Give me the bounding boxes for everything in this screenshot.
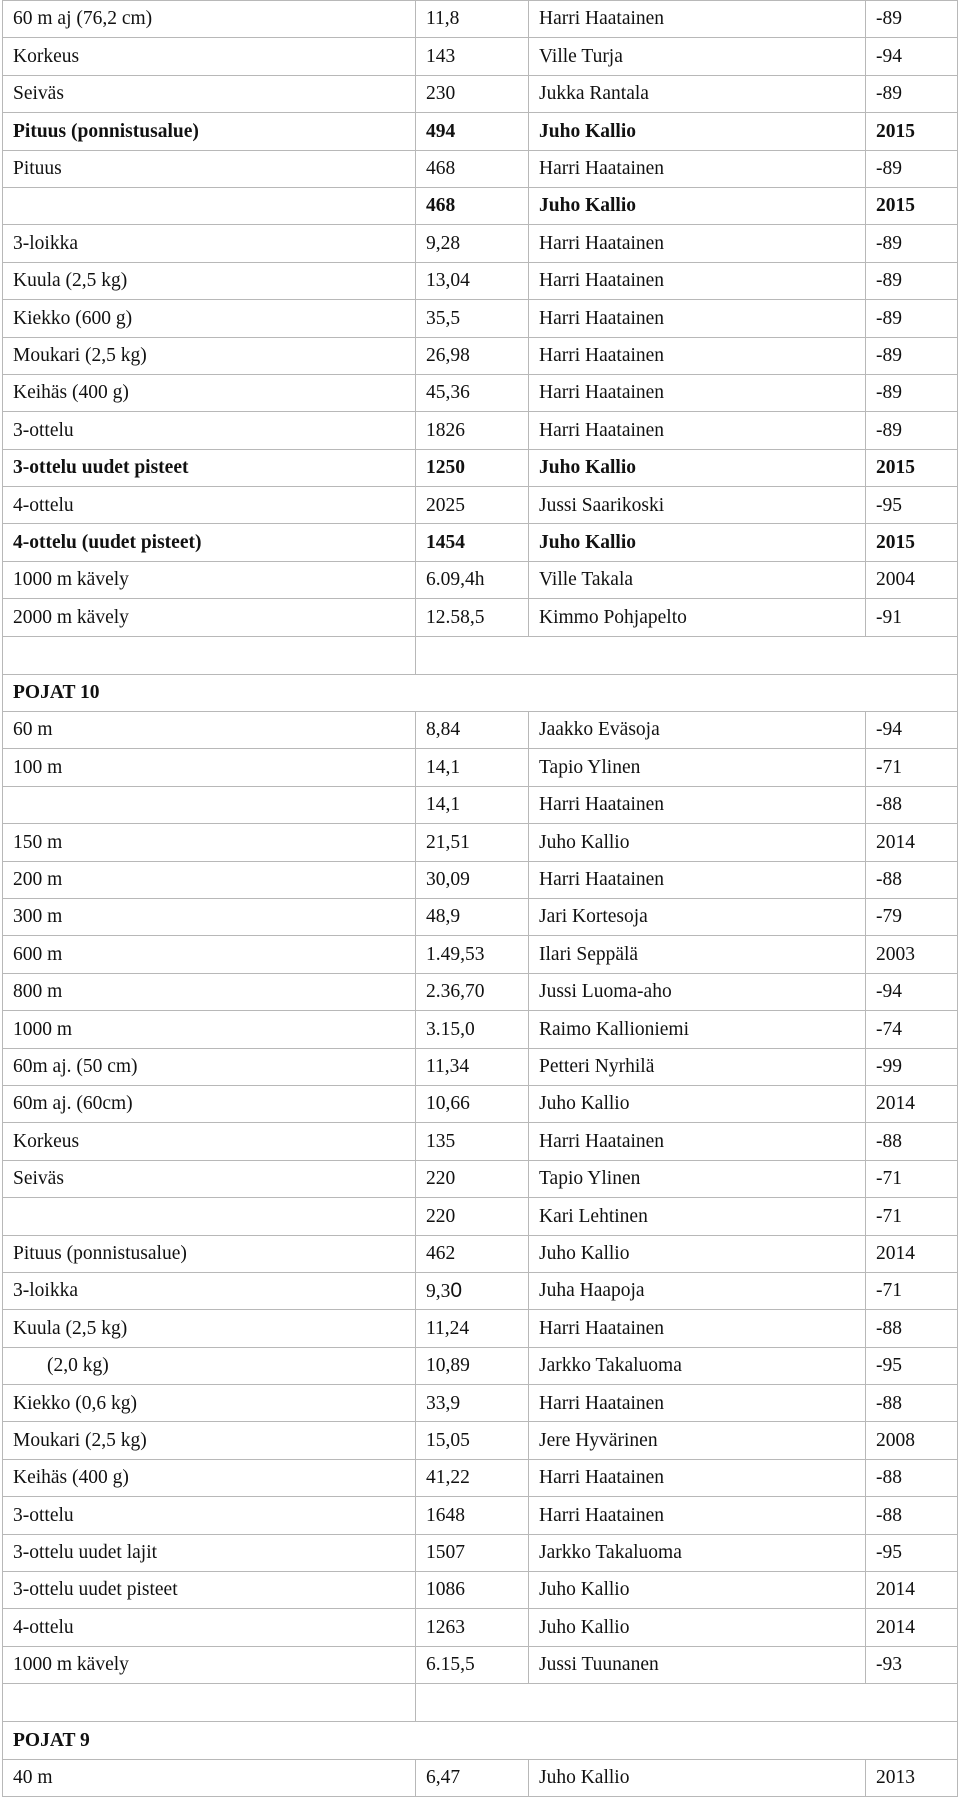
result-cell: 230 bbox=[416, 75, 529, 112]
event-cell: 3-loikka bbox=[3, 225, 416, 262]
record-row bbox=[3, 449, 958, 486]
event-cell: Pituus bbox=[3, 150, 416, 187]
record-row bbox=[3, 1235, 958, 1272]
athlete-name-cell: Harri Haatainen bbox=[529, 1459, 866, 1496]
year-cell: 2015 bbox=[866, 187, 958, 224]
record-row bbox=[3, 1497, 958, 1534]
athlete-name-cell: Juho Kallio bbox=[529, 824, 866, 861]
result-cell: 11,8 bbox=[416, 1, 529, 38]
year-cell: -74 bbox=[866, 1011, 958, 1048]
event-cell: 40 m bbox=[3, 1759, 416, 1796]
athlete-name-cell: Harri Haatainen bbox=[529, 374, 866, 411]
athlete-name-cell: Jussi Saarikoski bbox=[529, 487, 866, 524]
year-cell: 2015 bbox=[866, 449, 958, 486]
year-cell: -94 bbox=[866, 973, 958, 1010]
year-cell: 2008 bbox=[866, 1422, 958, 1459]
athlete-name-cell: Petteri Nyrhilä bbox=[529, 1048, 866, 1085]
record-row bbox=[3, 1085, 958, 1122]
athlete-name-cell: Juha Haapoja bbox=[529, 1272, 866, 1309]
athlete-name-cell: Raimo Kallioniemi bbox=[529, 1011, 866, 1048]
spacer-cell bbox=[416, 1684, 958, 1722]
result-cell: 468 bbox=[416, 150, 529, 187]
record-row bbox=[3, 712, 958, 749]
year-cell: -89 bbox=[866, 75, 958, 112]
year-cell: -71 bbox=[866, 1272, 958, 1309]
year-cell: 2013 bbox=[866, 1759, 958, 1796]
record-row bbox=[3, 1422, 958, 1459]
year-cell: -89 bbox=[866, 412, 958, 449]
athlete-name-cell: Ville Takala bbox=[529, 561, 866, 598]
result-cell: 135 bbox=[416, 1123, 529, 1160]
event-cell: 3-ottelu bbox=[3, 1497, 416, 1534]
section-heading: POJAT 10 bbox=[3, 674, 958, 711]
athlete-name-cell: Juho Kallio bbox=[529, 1235, 866, 1272]
year-cell: -99 bbox=[866, 1048, 958, 1085]
record-row bbox=[3, 412, 958, 449]
event-cell: 4-ottelu bbox=[3, 487, 416, 524]
event-cell: 2000 m kävely bbox=[3, 599, 416, 636]
year-cell: -88 bbox=[866, 861, 958, 898]
result-tail: 0 bbox=[450, 1279, 463, 1303]
spacer-cell bbox=[416, 636, 958, 674]
result-main: 9,3 bbox=[426, 1281, 451, 1303]
result-cell: 11,34 bbox=[416, 1048, 529, 1085]
event-cell: 100 m bbox=[3, 749, 416, 786]
year-cell: 2015 bbox=[866, 113, 958, 150]
result-cell: 220 bbox=[416, 1198, 529, 1235]
year-cell: -88 bbox=[866, 786, 958, 823]
result-cell: 2.36,70 bbox=[416, 973, 529, 1010]
record-row bbox=[3, 1385, 958, 1422]
spacer-cell bbox=[3, 1684, 416, 1722]
record-row bbox=[3, 1310, 958, 1347]
year-cell: -88 bbox=[866, 1459, 958, 1496]
event-cell: 200 m bbox=[3, 861, 416, 898]
record-row bbox=[3, 524, 958, 561]
result-cell: 11,24 bbox=[416, 1310, 529, 1347]
event-cell: Kiekko (0,6 kg) bbox=[3, 1385, 416, 1422]
record-row bbox=[3, 187, 958, 224]
event-cell: 3-ottelu uudet lajit bbox=[3, 1534, 416, 1571]
year-cell: -79 bbox=[866, 898, 958, 935]
result-cell: 143 bbox=[416, 38, 529, 75]
event-cell: 1000 m bbox=[3, 1011, 416, 1048]
athlete-name-cell: Harri Haatainen bbox=[529, 225, 866, 262]
event-cell: (2,0 kg) bbox=[3, 1347, 416, 1384]
record-row bbox=[3, 1459, 958, 1496]
record-row bbox=[3, 1272, 958, 1309]
result-cell: 35,5 bbox=[416, 300, 529, 337]
event-cell: Keihäs (400 g) bbox=[3, 374, 416, 411]
athlete-name-cell: Harri Haatainen bbox=[529, 337, 866, 374]
year-cell: 2014 bbox=[866, 1609, 958, 1646]
athlete-name-cell: Tapio Ylinen bbox=[529, 1160, 866, 1197]
result-cell: 6.15,5 bbox=[416, 1646, 529, 1683]
record-row bbox=[3, 861, 958, 898]
record-row bbox=[3, 898, 958, 935]
year-cell: 2015 bbox=[866, 524, 958, 561]
event-cell: 300 m bbox=[3, 898, 416, 935]
record-row bbox=[3, 1572, 958, 1609]
athlete-name-cell: Jaakko Eväsoja bbox=[529, 712, 866, 749]
record-row bbox=[3, 1123, 958, 1160]
athlete-name-cell: Harri Haatainen bbox=[529, 1, 866, 38]
event-cell: Pituus (ponnistusalue) bbox=[3, 1235, 416, 1272]
event-cell: Korkeus bbox=[3, 38, 416, 75]
record-row bbox=[3, 749, 958, 786]
year-cell: -88 bbox=[866, 1310, 958, 1347]
year-cell: -89 bbox=[866, 374, 958, 411]
result-cell: 26,98 bbox=[416, 337, 529, 374]
event-cell: 4-ottelu bbox=[3, 1609, 416, 1646]
result-cell: 9,28 bbox=[416, 225, 529, 262]
records-table-body bbox=[3, 1, 958, 1797]
year-cell: -95 bbox=[866, 1347, 958, 1384]
year-cell: -88 bbox=[866, 1123, 958, 1160]
year-cell: 2014 bbox=[866, 824, 958, 861]
athlete-name-cell: Kari Lehtinen bbox=[529, 1198, 866, 1235]
event-cell: 60m aj. (60cm) bbox=[3, 1085, 416, 1122]
record-row bbox=[3, 1534, 958, 1571]
athlete-name-cell: Tapio Ylinen bbox=[529, 749, 866, 786]
year-cell: -94 bbox=[866, 38, 958, 75]
athlete-name-cell: Harri Haatainen bbox=[529, 1310, 866, 1347]
athlete-name-cell: Juho Kallio bbox=[529, 187, 866, 224]
record-row bbox=[3, 487, 958, 524]
athlete-name-cell: Harri Haatainen bbox=[529, 861, 866, 898]
record-row bbox=[3, 1198, 958, 1235]
athlete-name-cell: Harri Haatainen bbox=[529, 300, 866, 337]
result-cell: 10,66 bbox=[416, 1085, 529, 1122]
result-cell: 12.58,5 bbox=[416, 599, 529, 636]
result-cell: 1.49,53 bbox=[416, 936, 529, 973]
athlete-name-cell: Harri Haatainen bbox=[529, 262, 866, 299]
year-cell: -95 bbox=[866, 487, 958, 524]
record-row bbox=[3, 150, 958, 187]
event-cell: Pituus (ponnistusalue) bbox=[3, 113, 416, 150]
result-cell bbox=[416, 1272, 529, 1309]
result-cell: 6,47 bbox=[416, 1759, 529, 1796]
athlete-name-cell: Juho Kallio bbox=[529, 1572, 866, 1609]
result-cell: 1826 bbox=[416, 412, 529, 449]
year-cell: -88 bbox=[866, 1385, 958, 1422]
record-row bbox=[3, 113, 958, 150]
athlete-name-cell: Juho Kallio bbox=[529, 113, 866, 150]
year-cell: -91 bbox=[866, 599, 958, 636]
record-row bbox=[3, 1011, 958, 1048]
year-cell: -89 bbox=[866, 262, 958, 299]
year-cell: -88 bbox=[866, 1497, 958, 1534]
athlete-name-cell: Jarkko Takaluoma bbox=[529, 1534, 866, 1571]
record-row bbox=[3, 75, 958, 112]
athlete-name-cell: Harri Haatainen bbox=[529, 412, 866, 449]
athlete-name-cell: Jarkko Takaluoma bbox=[529, 1347, 866, 1384]
result-cell: 1086 bbox=[416, 1572, 529, 1609]
result-cell: 1250 bbox=[416, 449, 529, 486]
event-cell: 3-ottelu uudet pisteet bbox=[3, 449, 416, 486]
result-cell: 8,84 bbox=[416, 712, 529, 749]
athlete-name-cell: Jussi Tuunanen bbox=[529, 1646, 866, 1683]
record-row bbox=[3, 1160, 958, 1197]
event-cell: Kuula (2,5 kg) bbox=[3, 262, 416, 299]
year-cell: -95 bbox=[866, 1534, 958, 1571]
athlete-name-cell: Jukka Rantala bbox=[529, 75, 866, 112]
athlete-name-cell: Harri Haatainen bbox=[529, 1123, 866, 1160]
year-cell: -71 bbox=[866, 1198, 958, 1235]
record-row bbox=[3, 1, 958, 38]
year-cell: -89 bbox=[866, 300, 958, 337]
record-row bbox=[3, 1048, 958, 1085]
record-row bbox=[3, 1347, 958, 1384]
year-cell: 2014 bbox=[866, 1235, 958, 1272]
record-row bbox=[3, 973, 958, 1010]
result-cell: 2025 bbox=[416, 487, 529, 524]
event-cell: 150 m bbox=[3, 824, 416, 861]
athlete-name-cell: Jari Kortesoja bbox=[529, 898, 866, 935]
event-cell: 4-ottelu (uudet pisteet) bbox=[3, 524, 416, 561]
year-cell: 2003 bbox=[866, 936, 958, 973]
event-cell bbox=[3, 1198, 416, 1235]
result-cell: 220 bbox=[416, 1160, 529, 1197]
event-cell: 800 m bbox=[3, 973, 416, 1010]
year-cell: -89 bbox=[866, 225, 958, 262]
event-cell: 3-ottelu uudet pisteet bbox=[3, 1572, 416, 1609]
record-row bbox=[3, 561, 958, 598]
athlete-name-cell: Juho Kallio bbox=[529, 524, 866, 561]
athlete-name-cell: Harri Haatainen bbox=[529, 1497, 866, 1534]
record-row bbox=[3, 786, 958, 823]
result-cell: 1648 bbox=[416, 1497, 529, 1534]
result-cell: 48,9 bbox=[416, 898, 529, 935]
result-cell: 15,05 bbox=[416, 1422, 529, 1459]
year-cell: -89 bbox=[866, 1, 958, 38]
event-cell: 1000 m kävely bbox=[3, 561, 416, 598]
athlete-name-cell: Jere Hyvärinen bbox=[529, 1422, 866, 1459]
event-cell: Kiekko (600 g) bbox=[3, 300, 416, 337]
result-cell: 13,04 bbox=[416, 262, 529, 299]
athlete-name-cell: Juho Kallio bbox=[529, 449, 866, 486]
result-cell: 14,1 bbox=[416, 786, 529, 823]
result-cell: 10,89 bbox=[416, 1347, 529, 1384]
result-cell: 14,1 bbox=[416, 749, 529, 786]
record-row bbox=[3, 38, 958, 75]
year-cell: 2014 bbox=[866, 1085, 958, 1122]
year-cell: -89 bbox=[866, 337, 958, 374]
event-cell: 60m aj. (50 cm) bbox=[3, 1048, 416, 1085]
result-cell: 30,09 bbox=[416, 861, 529, 898]
result-cell: 1507 bbox=[416, 1534, 529, 1571]
record-row bbox=[3, 599, 958, 636]
athlete-name-cell: Kimmo Pohjapelto bbox=[529, 599, 866, 636]
result-cell: 6.09,4h bbox=[416, 561, 529, 598]
record-row bbox=[3, 1646, 958, 1683]
event-cell: 3-ottelu bbox=[3, 412, 416, 449]
result-cell: 462 bbox=[416, 1235, 529, 1272]
records-table bbox=[2, 0, 958, 1797]
section-heading-row bbox=[3, 1722, 958, 1759]
spacer-row bbox=[3, 1684, 958, 1722]
event-cell bbox=[3, 786, 416, 823]
result-cell: 1454 bbox=[416, 524, 529, 561]
athlete-name-cell: Jussi Luoma-aho bbox=[529, 973, 866, 1010]
section-heading: POJAT 9 bbox=[3, 1722, 958, 1759]
year-cell: -71 bbox=[866, 1160, 958, 1197]
event-cell: 60 m bbox=[3, 712, 416, 749]
result-cell: 468 bbox=[416, 187, 529, 224]
event-cell: Seiväs bbox=[3, 1160, 416, 1197]
athlete-name-cell: Harri Haatainen bbox=[529, 786, 866, 823]
result-cell: 494 bbox=[416, 113, 529, 150]
year-cell: -93 bbox=[866, 1646, 958, 1683]
record-row bbox=[3, 1609, 958, 1646]
record-row bbox=[3, 936, 958, 973]
year-cell: 2014 bbox=[866, 1572, 958, 1609]
event-cell: Kuula (2,5 kg) bbox=[3, 1310, 416, 1347]
athlete-name-cell: Juho Kallio bbox=[529, 1609, 866, 1646]
result-cell: 1263 bbox=[416, 1609, 529, 1646]
event-cell: 3-loikka bbox=[3, 1272, 416, 1309]
athlete-name-cell: Ville Turja bbox=[529, 38, 866, 75]
event-cell: Keihäs (400 g) bbox=[3, 1459, 416, 1496]
record-row bbox=[3, 337, 958, 374]
record-row bbox=[3, 374, 958, 411]
year-cell: -71 bbox=[866, 749, 958, 786]
event-cell: Moukari (2,5 kg) bbox=[3, 337, 416, 374]
athlete-name-cell: Ilari Seppälä bbox=[529, 936, 866, 973]
year-cell: -89 bbox=[866, 150, 958, 187]
athlete-name-cell: Harri Haatainen bbox=[529, 150, 866, 187]
year-cell: -94 bbox=[866, 712, 958, 749]
event-cell bbox=[3, 187, 416, 224]
year-cell: 2004 bbox=[866, 561, 958, 598]
spacer-cell bbox=[3, 636, 416, 674]
section-heading-row bbox=[3, 674, 958, 711]
athlete-name-cell: Juho Kallio bbox=[529, 1085, 866, 1122]
event-cell: 600 m bbox=[3, 936, 416, 973]
event-cell: Seiväs bbox=[3, 75, 416, 112]
record-row bbox=[3, 262, 958, 299]
event-cell: Korkeus bbox=[3, 1123, 416, 1160]
event-cell: 1000 m kävely bbox=[3, 1646, 416, 1683]
result-cell: 33,9 bbox=[416, 1385, 529, 1422]
result-cell: 41,22 bbox=[416, 1459, 529, 1496]
result-cell: 21,51 bbox=[416, 824, 529, 861]
athlete-name-cell: Juho Kallio bbox=[529, 1759, 866, 1796]
record-row bbox=[3, 300, 958, 337]
record-row bbox=[3, 225, 958, 262]
record-row bbox=[3, 824, 958, 861]
athlete-name-cell: Harri Haatainen bbox=[529, 1385, 866, 1422]
event-cell: 60 m aj (76,2 cm) bbox=[3, 1, 416, 38]
spacer-row bbox=[3, 636, 958, 674]
result-cell: 3.15,0 bbox=[416, 1011, 529, 1048]
result-cell: 45,36 bbox=[416, 374, 529, 411]
event-cell: Moukari (2,5 kg) bbox=[3, 1422, 416, 1459]
record-row bbox=[3, 1759, 958, 1796]
